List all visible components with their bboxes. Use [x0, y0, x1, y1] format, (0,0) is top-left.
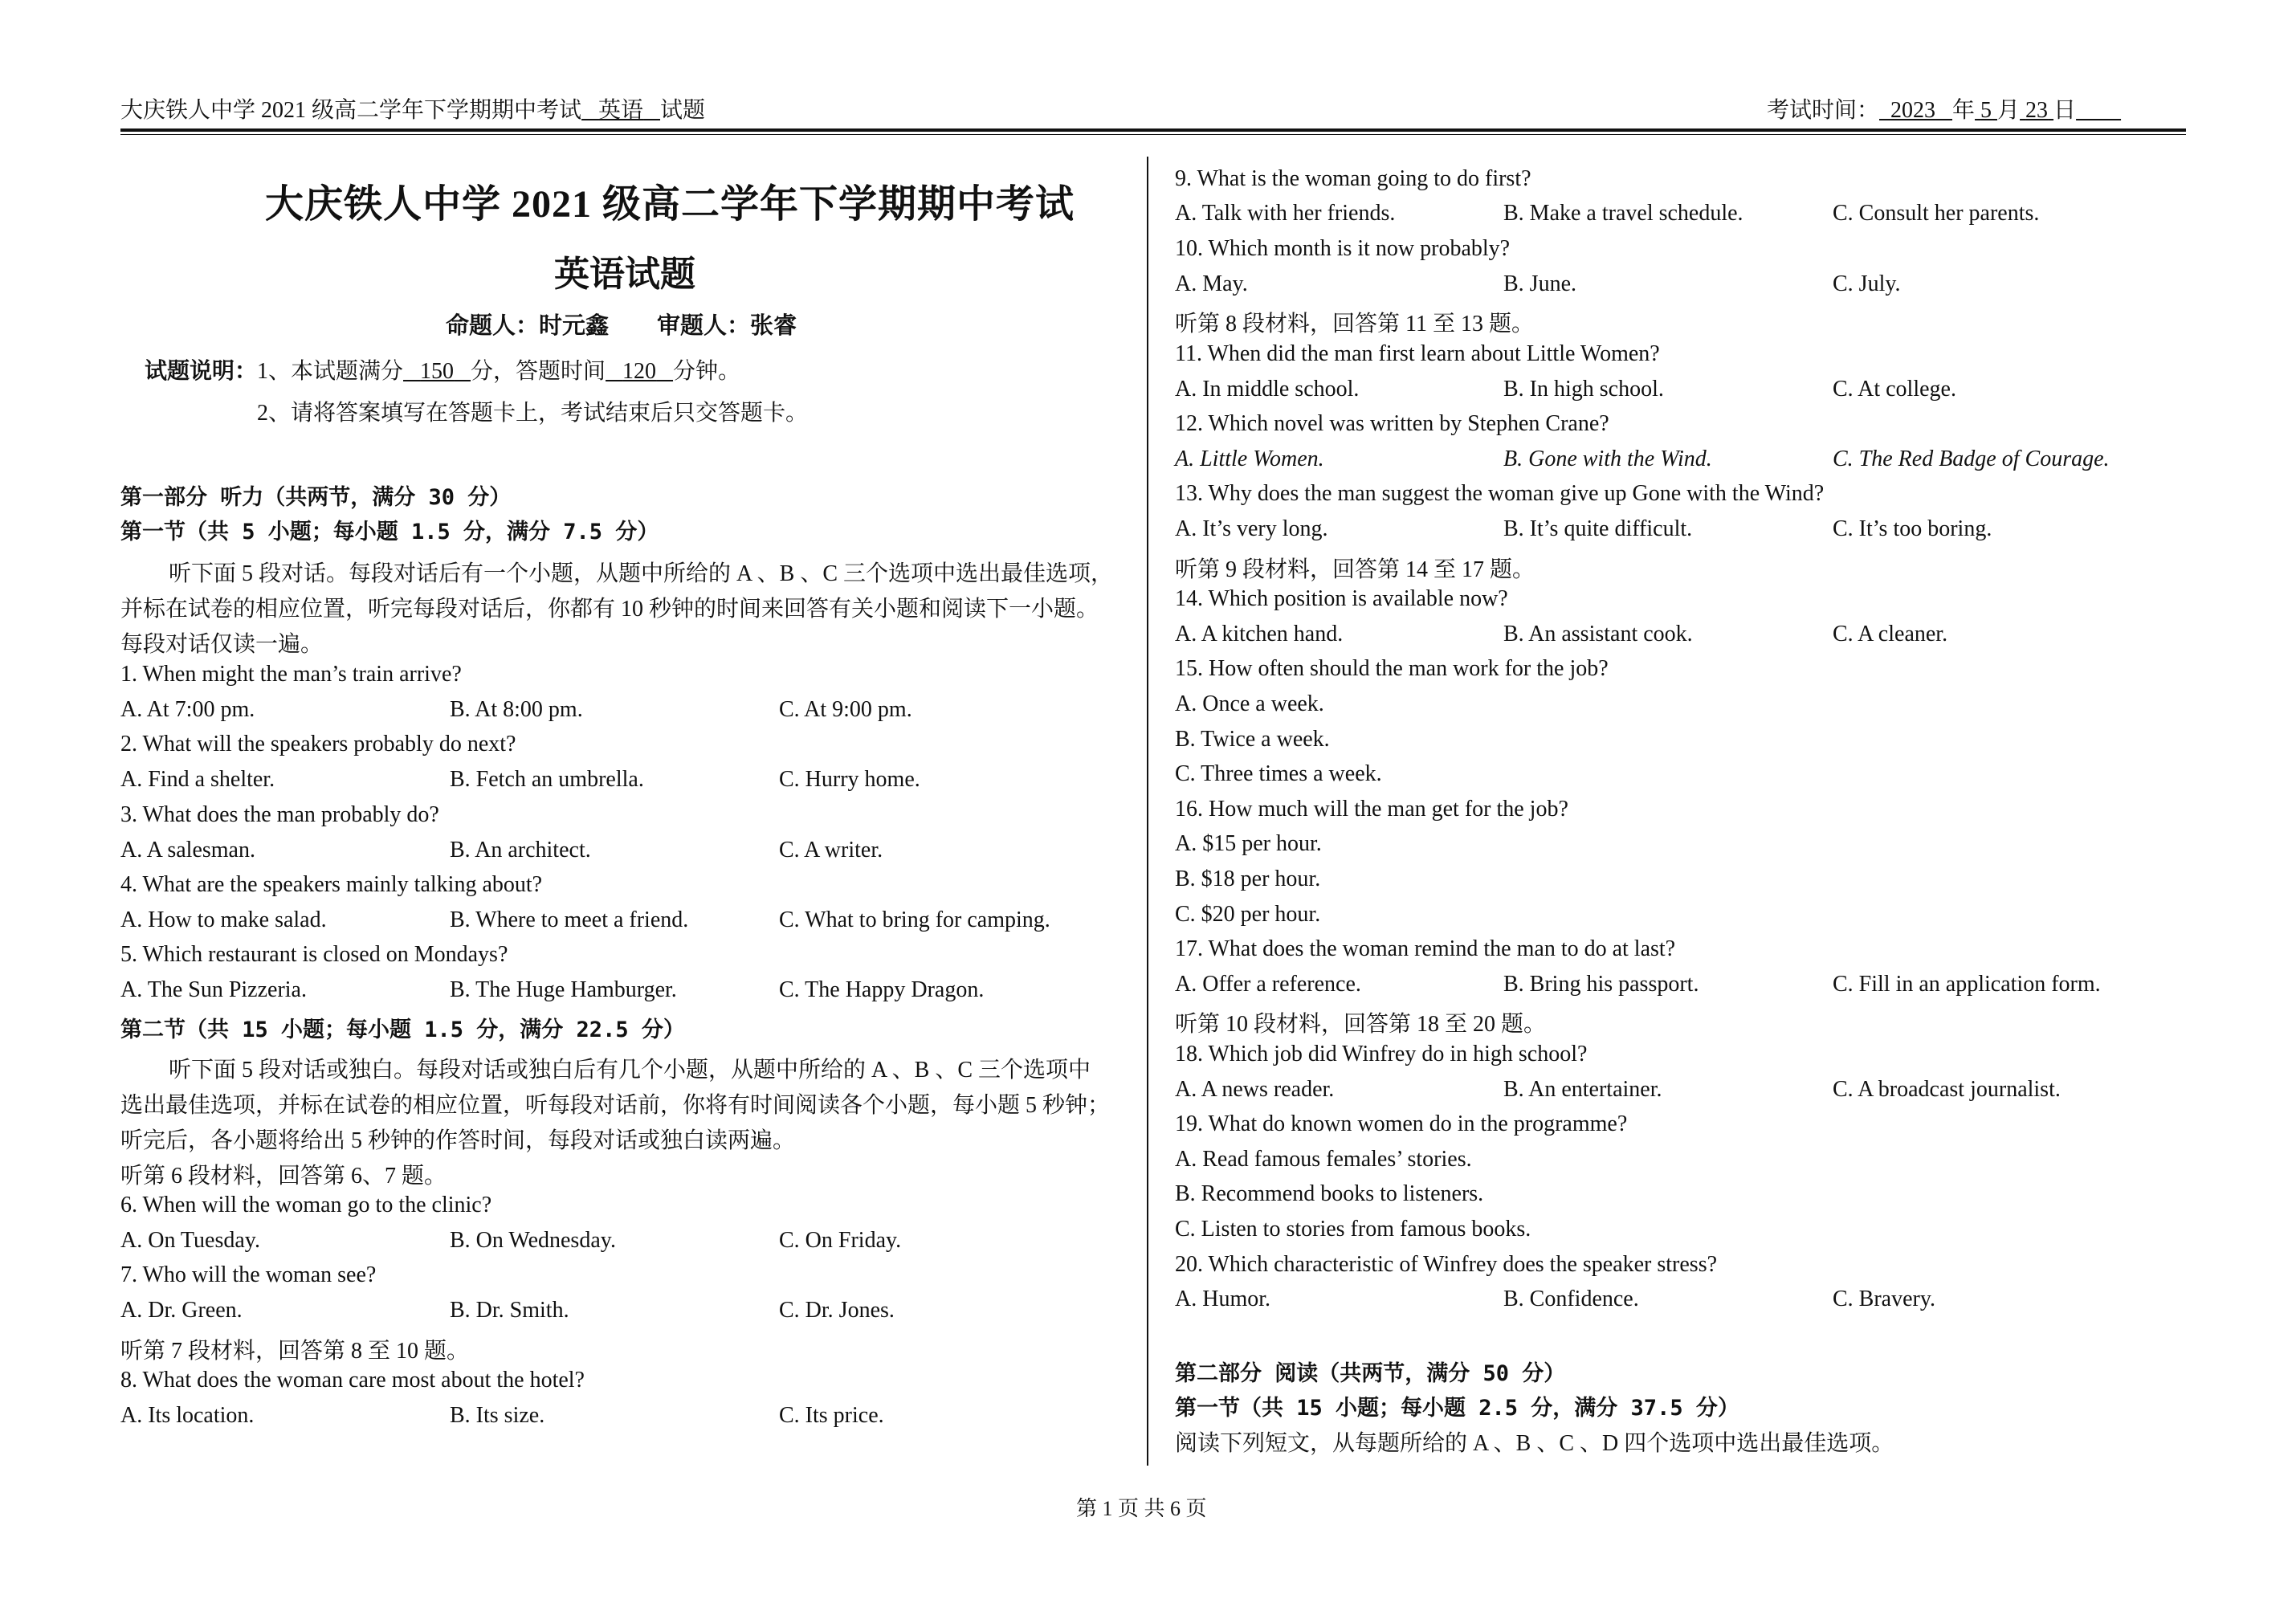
q1-option-c: C. At 9:00 pm.: [779, 697, 912, 722]
authors: [446, 308, 845, 341]
part1-heading: 第一部分 听力（共两节，满分 30 分）: [120, 485, 512, 510]
column-divider: [1147, 157, 1148, 1466]
q15-option-a: A. Once a week.: [1175, 691, 1324, 716]
question-11: 11. When did the man first learn about Little Women?: [1175, 341, 1660, 366]
question-13: 13. Why does the man suggest the woman give up Gone with the Wind?: [1175, 481, 1825, 506]
q13-option-a: A. It’s very long.: [1175, 516, 1328, 541]
q19-option-c: C. Listen to stories from famous books.: [1175, 1217, 1531, 1242]
q11-option-c: C. At college.: [1833, 377, 1956, 402]
q7-option-b: B. Dr. Smith.: [450, 1298, 569, 1323]
q11-option-a: A. In middle school.: [1175, 377, 1360, 402]
question-20: 20. Which characteristic of Winfrey does the speaker stress?: [1175, 1252, 1718, 1277]
q13-option-c: C. It’s too boring.: [1833, 516, 1992, 541]
question-1: 1. When might the man’s train arrive?: [120, 662, 462, 687]
page-number: 第 1 页 共 6 页: [1076, 1497, 1207, 1520]
question-6: 6. When will the woman go to the clinic?: [120, 1193, 492, 1217]
q19-option-b: B. Recommend books to listeners.: [1175, 1181, 1484, 1206]
question-19: 19. What do known women do in the programme?: [1175, 1111, 1628, 1136]
question-16: 16. How much will the man get for the job?: [1175, 797, 1568, 822]
q18-option-b: B. An entertainer.: [1503, 1077, 1662, 1102]
header-rule-thick: [120, 128, 2186, 132]
exam-title: 大庆铁人中学 2021 级高二学年下学期期中考试: [265, 183, 1075, 226]
q15-option-c: C. Three times a week.: [1175, 761, 1382, 786]
q16-option-c: C. $20 per hour.: [1175, 902, 1321, 927]
header-subject: 英语: [598, 98, 644, 123]
question-7: 7. Who will the woman see?: [120, 1262, 377, 1287]
section3-intro: 阅读下列短文，从每题所给的 A 、B 、C 、D 四个选项中选出最佳选项。: [1175, 1431, 1894, 1456]
q20-option-c: C. Bravery.: [1833, 1287, 1936, 1311]
q7-option-a: A. Dr. Green.: [120, 1298, 243, 1323]
question-10: 10. Which month is it now probably?: [1175, 236, 1511, 261]
q5-option-c: C. The Happy Dragon.: [779, 977, 985, 1002]
header-month: 5: [1980, 98, 1992, 123]
q3-option-b: B. An architect.: [450, 838, 591, 863]
section1-intro-2: 并标在试卷的相应位置，听完每段对话后，你都有 10 秒钟的时间来回答有关小题和阅读下一小题。: [120, 597, 1099, 622]
q14-option-b: B. An assistant cook.: [1503, 622, 1693, 646]
instructions-label: 试题说明：: [145, 359, 258, 384]
q10-option-c: C. July.: [1833, 271, 1901, 296]
q5-option-a: A. The Sun Pizzeria.: [120, 977, 307, 1002]
q17-option-b: B. Bring his passport.: [1503, 972, 1699, 997]
page-header-right: [1767, 92, 2121, 124]
q4-option-a: A. How to make salad.: [120, 907, 327, 932]
header-time-label: 考试时间：: [1767, 98, 1880, 123]
q5-option-b: B. The Huge Hamburger.: [450, 977, 677, 1002]
question-9: 9. What is the woman going to do first?: [1175, 166, 1531, 191]
part2-heading: 第二部分 阅读（共两节，满分 50 分）: [1175, 1361, 1566, 1386]
section1-intro-3: 每段对话仅读一遍。: [120, 632, 324, 657]
material-8: 听第 8 段材料，回答第 11 至 13 题。: [1175, 312, 1534, 336]
section2-intro-3: 听完后，各小题将给出 5 秒钟的作答时间，每段对话或独白读两遍。: [120, 1128, 796, 1153]
q10-option-b: B. June.: [1503, 271, 1576, 296]
instructions-line-2: 2、请将答案填写在答题卡上，考试结束后只交答题卡。: [257, 401, 809, 426]
full-score: 150: [420, 359, 455, 384]
q19-option-a: A. Read famous females’ stories.: [1175, 1147, 1472, 1172]
q1-option-b: B. At 8:00 pm.: [450, 697, 583, 722]
material-7: 听第 7 段材料，回答第 8 至 10 题。: [120, 1339, 470, 1364]
q8-option-c: C. Its price.: [779, 1403, 884, 1428]
q6-option-b: B. On Wednesday.: [450, 1228, 616, 1253]
exam-minutes: 120: [622, 359, 657, 384]
q12-option-a: A. Little Women.: [1175, 447, 1324, 471]
q17-option-c: C. Fill in an application form.: [1833, 972, 2101, 997]
header-year-unit: 年: [1952, 98, 1976, 123]
q9-option-c: C. Consult her parents.: [1833, 201, 2040, 226]
q7-option-c: C. Dr. Jones.: [779, 1298, 895, 1323]
question-3: 3. What does the man probably do?: [120, 802, 439, 827]
q20-option-a: A. Humor.: [1175, 1287, 1270, 1311]
material-6: 听第 6 段材料，回答第 6、7 题。: [120, 1164, 447, 1189]
q11-option-b: B. In high school.: [1503, 377, 1664, 402]
exam-subtitle: 英语试题: [554, 255, 695, 294]
q9-option-a: A. Talk with her friends.: [1175, 201, 1396, 226]
q12-option-b: B. Gone with the Wind.: [1503, 447, 1712, 471]
reviewer: 审题人：张睿: [657, 313, 797, 339]
question-18: 18. Which job did Winfrey do in high school?: [1175, 1042, 1588, 1066]
question-15: 15. How often should the man work for the job?: [1175, 656, 1609, 681]
q3-option-c: C. A writer.: [779, 838, 883, 863]
q12-option-c: C. The Red Badge of Courage.: [1833, 447, 2110, 471]
section1-heading: 第一节（共 5 小题；每小题 1.5 分，满分 7.5 分）: [120, 520, 659, 544]
q4-option-c: C. What to bring for camping.: [779, 907, 1050, 932]
q14-option-c: C. A cleaner.: [1833, 622, 1948, 646]
q6-option-a: A. On Tuesday.: [120, 1228, 260, 1253]
setter: 命题人：时元鑫: [446, 313, 610, 339]
instructions-line-1: 试题说明：1、本试题满分 150 分，答题时间 120 分钟。: [145, 359, 741, 384]
q2-option-b: B. Fetch an umbrella.: [450, 767, 644, 792]
q9-option-b: B. Make a travel schedule.: [1503, 201, 1743, 226]
material-10: 听第 10 段材料，回答第 18 至 20 题。: [1175, 1012, 1547, 1037]
header-day: 23: [2025, 98, 2049, 123]
q20-option-b: B. Confidence.: [1503, 1287, 1639, 1311]
q18-option-a: A. A news reader.: [1175, 1077, 1335, 1102]
question-17: 17. What does the woman remind the man to do at last?: [1175, 936, 1676, 961]
q13-option-b: B. It’s quite difficult.: [1503, 516, 1693, 541]
section3-heading: 第一节（共 15 小题；每小题 2.5 分，满分 37.5 分）: [1175, 1396, 1739, 1421]
question-2: 2. What will the speakers probably do next?: [120, 732, 516, 756]
q8-option-b: B. Its size.: [450, 1403, 545, 1428]
header-month-unit: 月: [1997, 98, 2021, 123]
q16-option-b: B. $18 per hour.: [1175, 867, 1321, 891]
section1-intro-1: 听下面 5 段对话。每段对话后有一个小题，从题中所给的 A 、B 、C 三个选项中选出最佳选项，: [169, 561, 1114, 586]
q2-option-a: A. Find a shelter.: [120, 767, 275, 792]
q16-option-a: A. $15 per hour.: [1175, 831, 1322, 856]
q18-option-c: C. A broadcast journalist.: [1833, 1077, 2061, 1102]
q4-option-b: B. Where to meet a friend.: [450, 907, 689, 932]
header-day-unit: 日: [2053, 98, 2077, 123]
header-year: 2023: [1890, 98, 1936, 123]
question-12: 12. Which novel was written by Stephen Crane?: [1175, 411, 1609, 436]
q10-option-a: A. May.: [1175, 271, 1248, 296]
section2-intro-2: 选出最佳选项，并标在试卷的相应位置，听每段对话前，你将有时间阅读各个小题，每小题 5 秒钟；: [120, 1093, 1111, 1118]
header-rule-thin: [120, 134, 2186, 135]
question-5: 5. Which restaurant is closed on Mondays?: [120, 942, 508, 967]
material-9: 听第 9 段材料，回答第 14 至 17 题。: [1175, 557, 1535, 582]
section2-heading: 第二节（共 15 小题；每小题 1.5 分，满分 22.5 分）: [120, 1017, 685, 1042]
q17-option-a: A. Offer a reference.: [1175, 972, 1361, 997]
header-suffix: 试题: [660, 98, 706, 123]
q2-option-c: C. Hurry home.: [779, 767, 920, 792]
header-school: 大庆铁人中学 2021 级高二学年下学期期中考试: [120, 98, 582, 123]
q3-option-a: A. A salesman.: [120, 838, 255, 863]
q8-option-a: A. Its location.: [120, 1403, 255, 1428]
q6-option-c: C. On Friday.: [779, 1228, 902, 1253]
question-8: 8. What does the woman care most about the hotel?: [120, 1368, 585, 1393]
section2-intro-1: 听下面 5 段对话或独白。每段对话或独白后有几个小题，从题中所给的 A 、B 、C 三个选项中: [169, 1058, 1091, 1083]
q15-option-b: B. Twice a week.: [1175, 727, 1330, 752]
question-14: 14. Which position is available now?: [1175, 586, 1508, 611]
q14-option-a: A. A kitchen hand.: [1175, 622, 1344, 646]
question-4: 4. What are the speakers mainly talking about?: [120, 872, 543, 897]
page-header-left: [120, 92, 705, 124]
q1-option-a: A. At 7:00 pm.: [120, 697, 255, 722]
